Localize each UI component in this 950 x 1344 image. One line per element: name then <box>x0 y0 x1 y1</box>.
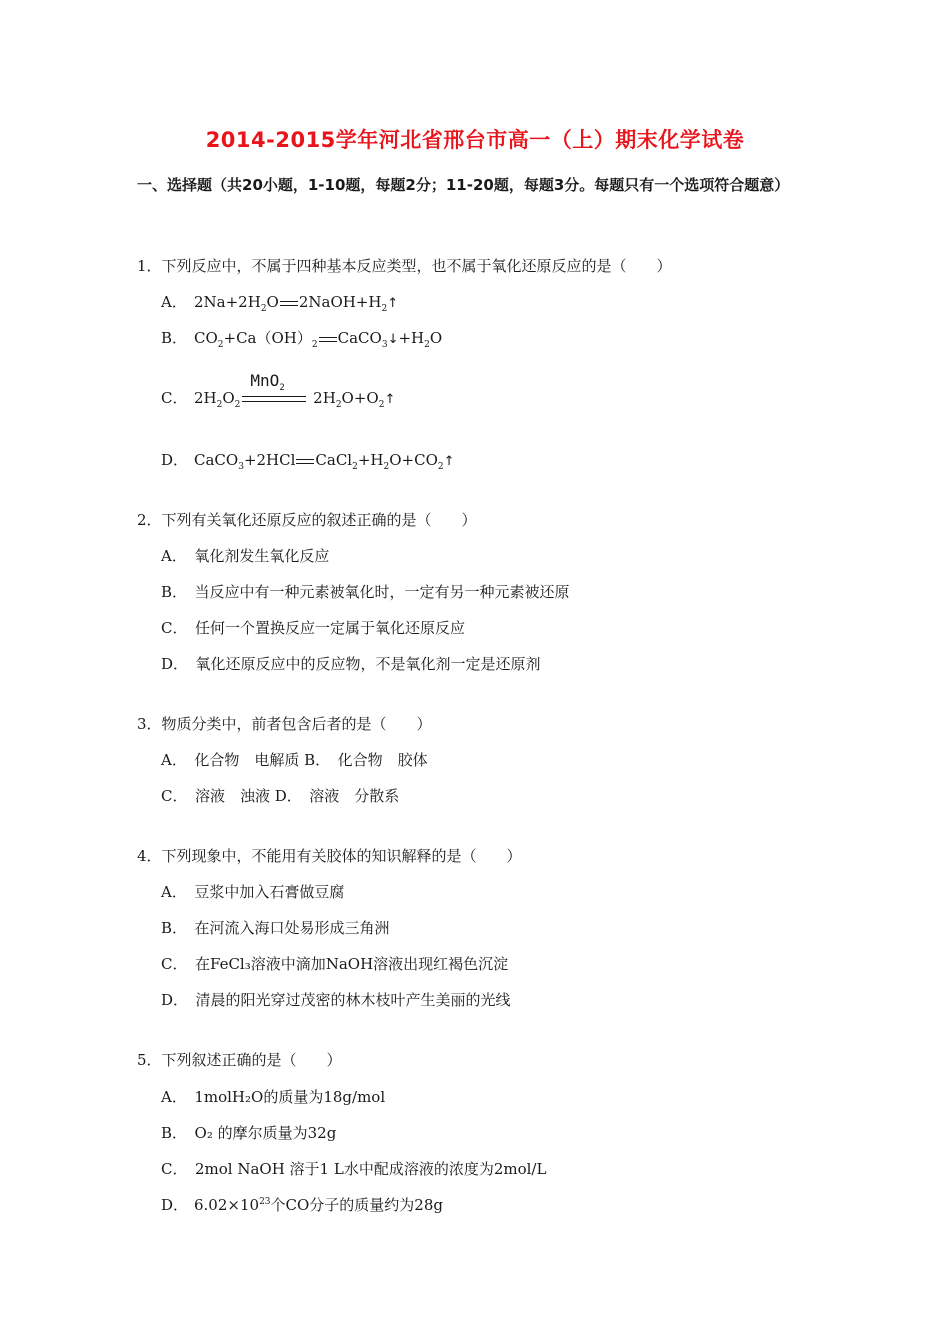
question-1-option-d: D． CaCO$_3$+2HCl $CaCl_2+H_2O+CO_2↑$ <box>161 451 455 472</box>
question-2-option-c: C． 任何一个置换反应一定属于氧化还原反应 <box>161 619 465 637</box>
question-4-option-d: D． 清晨的阳光穿过茂密的林木枝叶产生美丽的光线 <box>161 991 511 1009</box>
question-5-stem: 5．下列叙述正确的是（ ） <box>137 1051 342 1069</box>
question-5-option-d: D． $6.02\times 10^{23}$个CO分子的质量约为28g <box>161 1196 443 1214</box>
question-2-option-a: A． 氧化剂发生氧化反应 <box>161 547 330 565</box>
question-2-option-b: B． 当反应中有一种元素被氧化时，一定有另一种元素被还原 <box>161 583 570 601</box>
question-5-option-b: B． O₂ 的摩尔质量为32g <box>161 1124 337 1142</box>
question-5-option-a: A． 1molH₂O的质量为18g/mol <box>161 1088 386 1106</box>
question-4-stem: 4．下列现象中，不能用有关胶体的知识解释的是（ ） <box>137 847 522 865</box>
question-3-options-ab: A． 化合物 电解质 B． 化合物 胶体 <box>161 751 428 769</box>
catalyst-condition: MnO$_2$ <box>242 392 306 406</box>
question-3-options-cd: C． 溶液 浊液 D． 溶液 分散系 <box>161 787 400 805</box>
question-1-option-b: B． $CO_2+Ca(OH)_2$ $CaCO_3↓+H_2O$ <box>161 329 443 350</box>
exam-title: 2014-2015学年河北省邢台市高一（上）期末化学试卷 <box>205 128 745 152</box>
question-2-option-d: D． 氧化还原反应中的反应物，不是氧化剂一定是还原剂 <box>161 655 541 673</box>
question-1-option-a: A． $2Na+2H_2O$ $2NaOH+H_2↑$ <box>161 293 399 314</box>
question-4-option-a: A． 豆浆中加入石膏做豆腐 <box>161 883 345 901</box>
question-2-stem: 2．下列有关氧化还原反应的叙述正确的是（ ） <box>137 511 477 529</box>
question-4-option-b: B． 在河流入海口处易形成三角洲 <box>161 919 390 937</box>
question-4-option-c: C． 在FeCl₃溶液中滴加NaOH溶液出现红褐色沉淀 <box>161 955 509 973</box>
question-1-stem: 1．下列反应中，不属于四种基本反应类型，也不属于氧化还原反应的是（ ） <box>137 257 672 275</box>
question-5-option-c: C． 2mol NaOH 溶于1 L水中配成溶液的浓度为2mol/L <box>161 1160 547 1178</box>
question-3-stem: 3．物质分类中，前者包含后者的是（ ） <box>137 715 432 733</box>
section-heading: 一、选择题（共20小题，1-10题，每题2分；11-20题，每题3分。每题只有一个选项符合题意） <box>137 176 790 194</box>
question-1-option-c: C． $2H_2O_2$ MnO$_2$ $2H_2O+O_2↑$ <box>161 371 396 410</box>
